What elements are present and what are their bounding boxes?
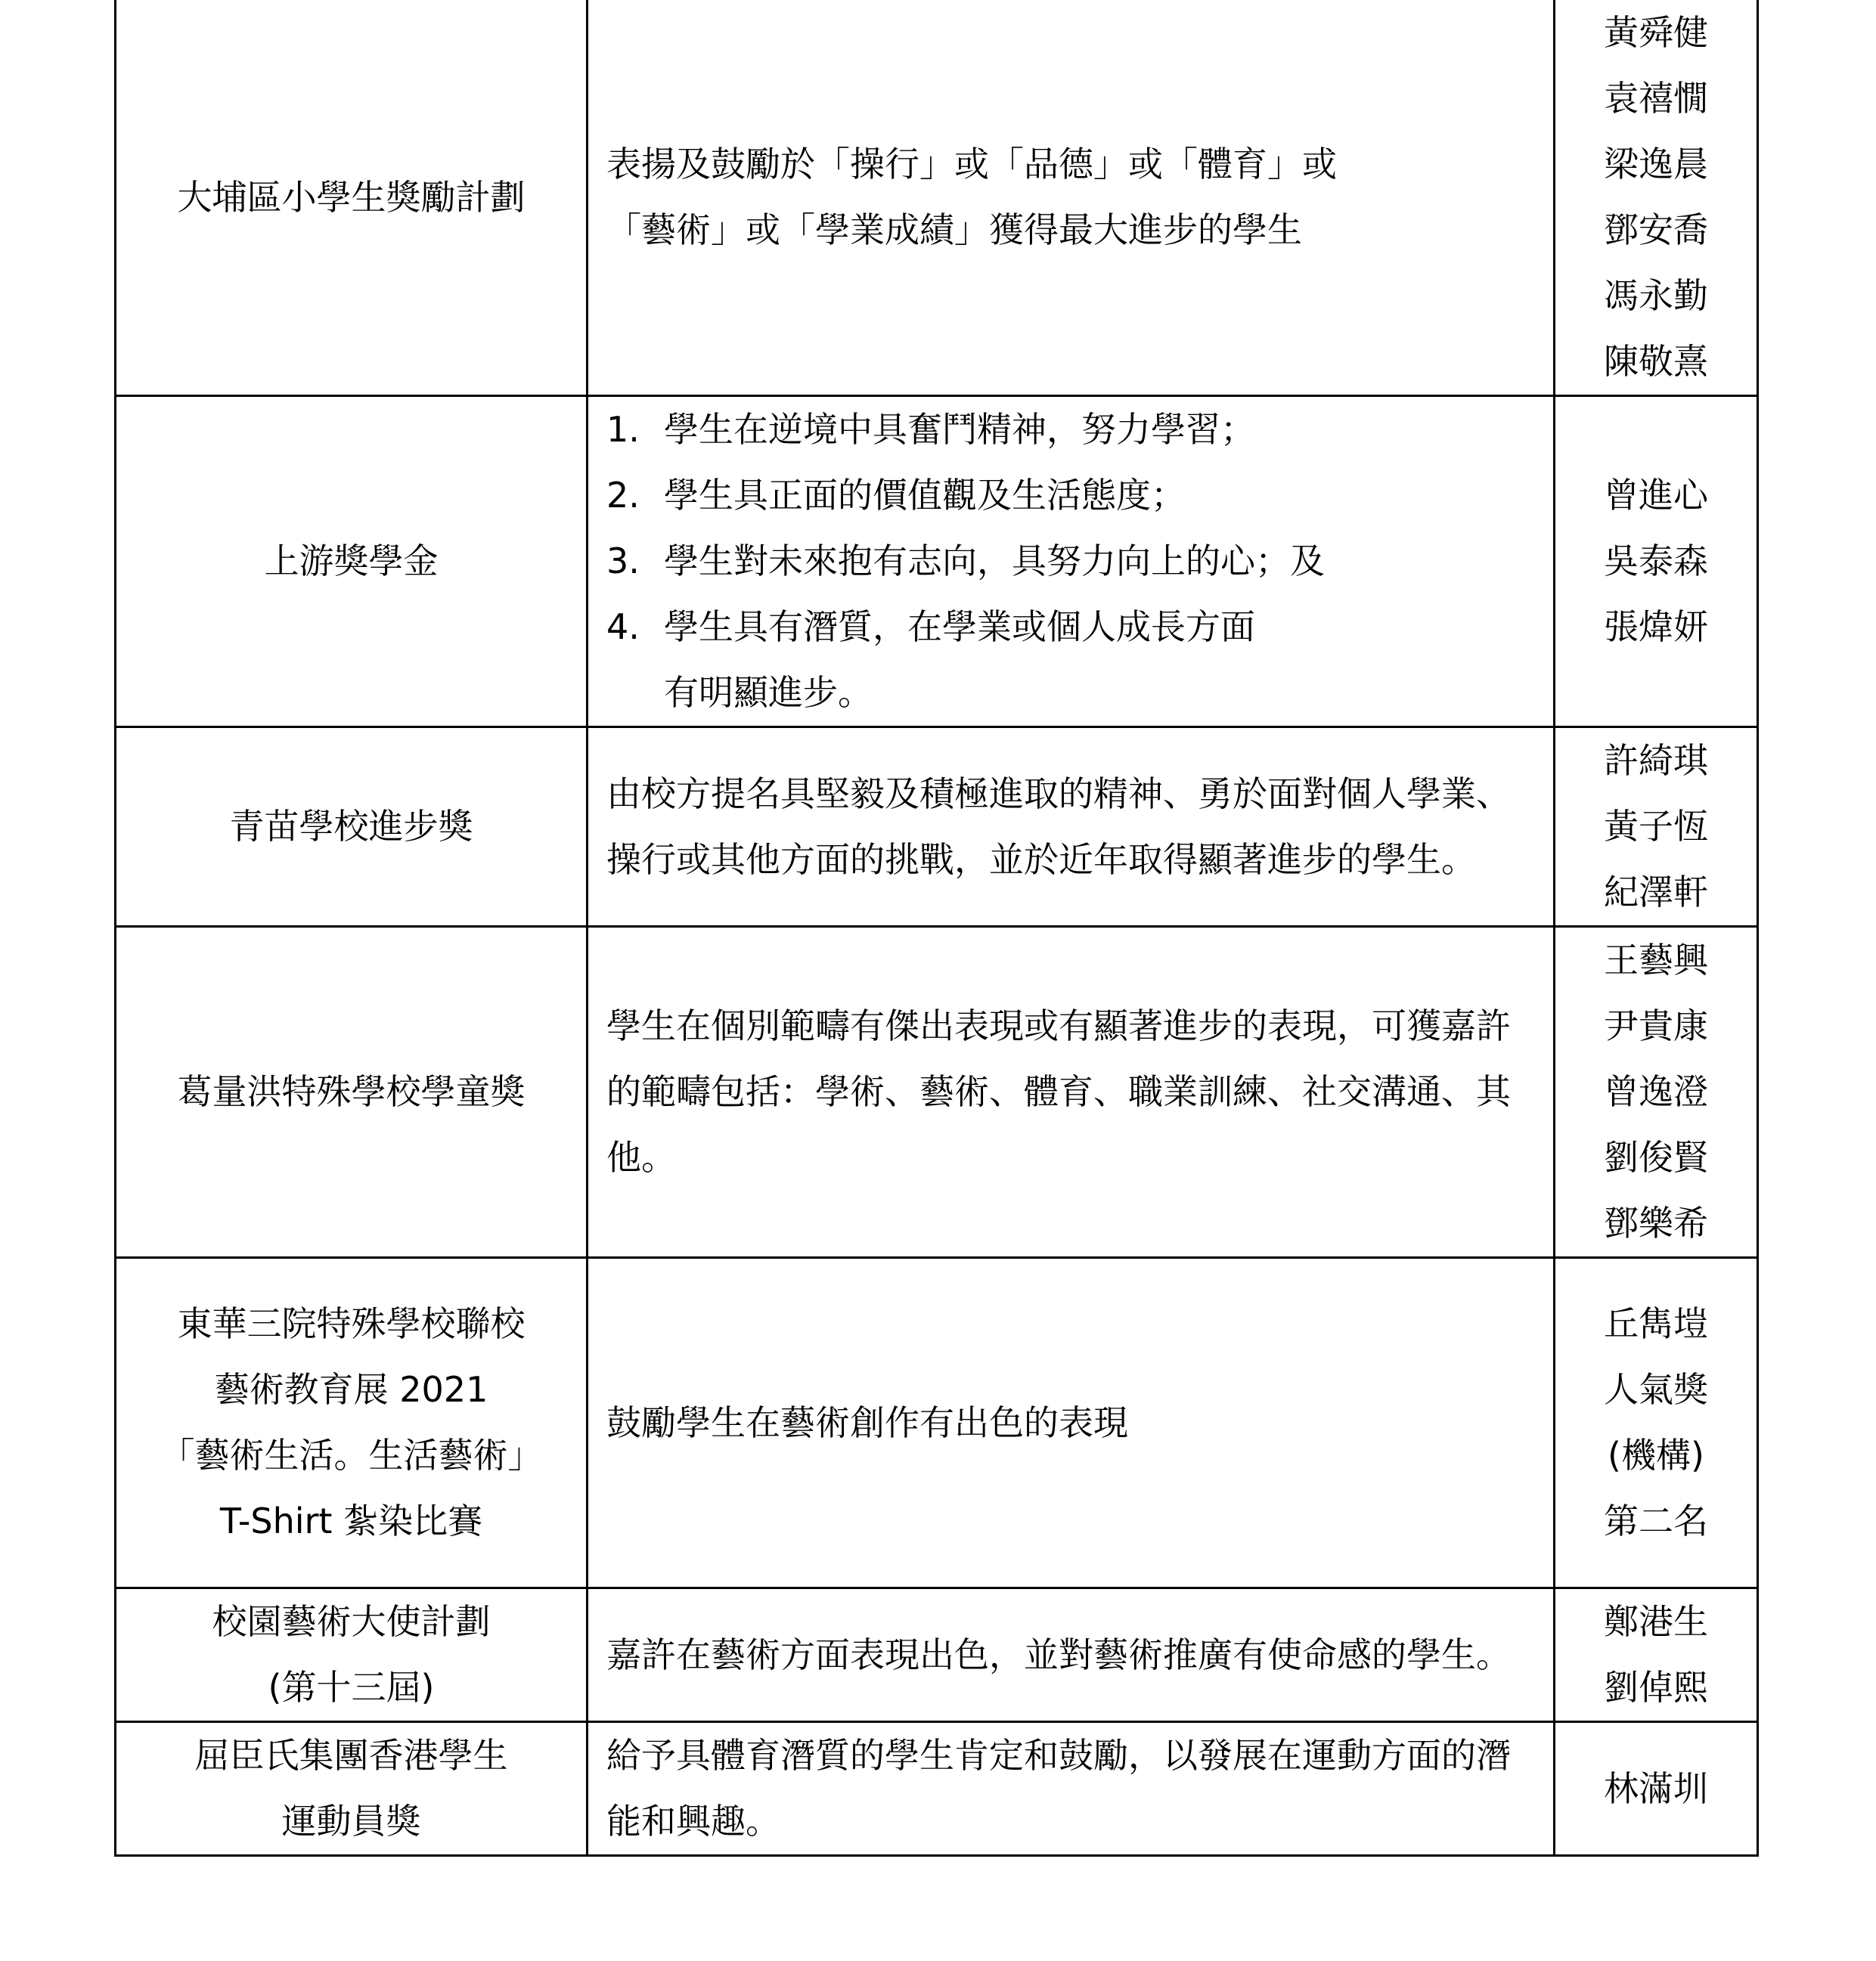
- winners-cell: [1555, 0, 1758, 396]
- award-description: 學生在個別範疇有傑出表現或有顯著進步的表現，可獲嘉許的範疇包括：學術、藝術、體育、職業訓練、社交溝通、其他。: [606, 1005, 1511, 1178]
- award-name-cell: [116, 396, 588, 727]
- award-name-cell: [116, 927, 588, 1258]
- criteria-number: 2.: [606, 475, 640, 516]
- winner-name: 紀澤軒: [1604, 872, 1708, 912]
- table-row: [116, 0, 1758, 396]
- criteria-text: 學生在逆境中具奮鬥精神，努力學習；: [664, 409, 1255, 450]
- criteria-text: 學生對未來抱有志向，具努力向上的心；及: [664, 541, 1325, 581]
- winner-name: 鄧樂希: [1604, 1203, 1708, 1244]
- award-name: 大埔區小學生獎勵計劃: [177, 176, 526, 218]
- award-description-cell: [588, 1722, 1555, 1856]
- winners-cell: [1555, 1258, 1758, 1588]
- award-name: 「藝術生活。生活藝術」: [160, 1435, 543, 1476]
- table-row: [116, 927, 1758, 1258]
- winner-name: 王藝興: [1604, 940, 1708, 980]
- criteria-item: [606, 528, 1535, 594]
- award-description-cell: [588, 396, 1555, 727]
- award-name-cell: [116, 1722, 588, 1856]
- winner-note: (機構): [1608, 1435, 1704, 1476]
- award-name: T-Shirt 紮染比賽: [219, 1501, 483, 1541]
- award-name: 上游獎學金: [264, 541, 439, 581]
- award-name: 校園藝術大使計劃: [212, 1601, 491, 1642]
- award-name: 藝術教育展 2021: [214, 1369, 488, 1410]
- winner-name: 林滿圳: [1604, 1767, 1708, 1809]
- award-name: 青苗學校進步獎: [229, 806, 473, 847]
- criteria-list: [606, 397, 1535, 726]
- winner-name: 曾進心: [1604, 475, 1708, 516]
- winner-name: 吳泰森: [1604, 541, 1708, 581]
- criteria-item: [606, 463, 1535, 528]
- award-description-cell: [588, 0, 1555, 396]
- award-name-cell: [116, 1588, 588, 1722]
- award-name: 東華三院特殊學校聯校: [177, 1303, 526, 1344]
- criteria-text: 有明顯進步。: [664, 672, 873, 713]
- table-row: [116, 1722, 1758, 1856]
- criteria-number: 1.: [606, 409, 640, 450]
- criteria-item: [606, 397, 1535, 463]
- winner-name: 鄧安喬: [1604, 209, 1708, 250]
- criteria-number: 4.: [606, 606, 640, 647]
- table-row: [116, 1588, 1758, 1722]
- award-description-line: 「藝術」或「學業成績」獲得最大進步的學生: [606, 209, 1302, 250]
- winner-note: 第二名: [1604, 1501, 1708, 1541]
- winner-name: 黃子恆: [1604, 806, 1708, 847]
- winner-name: 黃舜健: [1604, 12, 1708, 53]
- award-description: 由校方提名具堅毅及積極進取的精神、勇於面對個人學業、操行或其他方面的挑戰，並於近年取得顯著進步的學生。: [606, 773, 1511, 880]
- winner-name: 丘雋塏: [1604, 1303, 1708, 1344]
- award-description-cell: [588, 1588, 1555, 1722]
- winner-name: 陳敬熹: [1604, 341, 1708, 382]
- award-name-cell: [116, 727, 588, 927]
- award-name: 屈臣氏集團香港學生: [194, 1735, 508, 1776]
- award-description-line: 表揚及鼓勵於「操行」或「品德」或「體育」或: [606, 144, 1337, 184]
- criteria-item: [606, 594, 1535, 726]
- criteria-number: 3.: [606, 541, 640, 581]
- table-row: [116, 396, 1758, 727]
- award-description-cell: [588, 727, 1555, 927]
- winner-name: 許綺琪: [1604, 740, 1708, 781]
- award-name: 運動員獎: [281, 1801, 421, 1842]
- winners-cell: [1555, 1722, 1758, 1856]
- award-description-line: 鼓勵學生在藝術創作有出色的表現: [606, 1402, 1128, 1443]
- winners-cell: [1555, 927, 1758, 1258]
- award-description-cell: [588, 927, 1555, 1258]
- winner-name: 張煒妍: [1604, 606, 1708, 647]
- criteria-text: 學生具正面的價值觀及生活態度；: [664, 475, 1186, 516]
- table-row: [116, 727, 1758, 927]
- winner-name: 劉倬熙: [1604, 1667, 1708, 1708]
- winners-cell: [1555, 396, 1758, 727]
- winner-name: 袁禧憪: [1604, 78, 1708, 119]
- award-name-cell: [116, 1258, 588, 1588]
- winner-name: 馮永勤: [1604, 275, 1708, 316]
- winner-name: 梁逸晨: [1604, 144, 1708, 184]
- award-description: 嘉許在藝術方面表現出色，並對藝術推廣有使命感的學生。: [606, 1634, 1511, 1675]
- winners-cell: [1555, 727, 1758, 927]
- winners-cell: [1555, 1588, 1758, 1722]
- winner-name: 劉俊賢: [1604, 1137, 1708, 1178]
- criteria-text: 學生具有潛質，在學業或個人成長方面: [664, 606, 1255, 647]
- winner-name: 尹貴康: [1604, 1005, 1708, 1046]
- table-row: [116, 1258, 1758, 1588]
- award-description: 給予具體育潛質的學生肯定和鼓勵，以發展在運動方面的潛能和興趣。: [606, 1735, 1511, 1842]
- award-name: 葛量洪特殊學校學童獎: [177, 1071, 526, 1112]
- winner-name: 鄭港生: [1604, 1601, 1708, 1642]
- award-name: (第十三屆): [268, 1667, 435, 1708]
- award-name-cell: [116, 0, 588, 396]
- winner-name: 曾逸澄: [1604, 1071, 1708, 1112]
- awards-table: [114, 0, 1759, 1857]
- winner-note: 人氣獎: [1604, 1369, 1708, 1410]
- award-description-cell: [588, 1258, 1555, 1588]
